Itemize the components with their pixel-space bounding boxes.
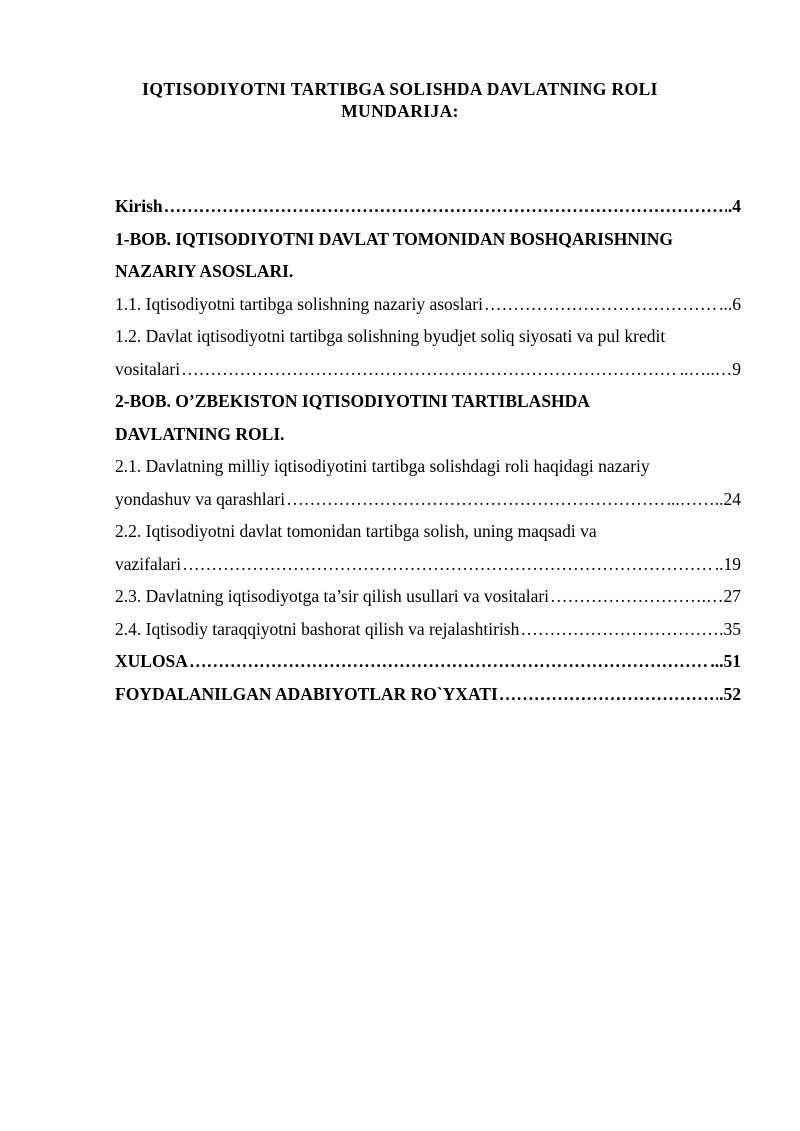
toc-page-number: .…27 bbox=[701, 586, 741, 606]
toc-entry-1-1[interactable] bbox=[115, 292, 741, 316]
dot-leader bbox=[286, 487, 666, 511]
toc-entry-label: 2.4. Iqtisodiy taraqqiyotni bashorat qilish va rejalashtirish bbox=[115, 619, 520, 639]
toc-chapter-1-subtitle[interactable]: NAZARIY ASOSLARI. bbox=[115, 261, 294, 281]
dot-leader bbox=[189, 649, 709, 673]
toc-entry-references[interactable] bbox=[115, 682, 741, 706]
toc-entry-label: XULOSA bbox=[115, 651, 188, 671]
toc-entry-2-3[interactable] bbox=[115, 584, 741, 608]
dot-leader bbox=[520, 617, 718, 641]
dot-leader bbox=[550, 584, 701, 608]
toc-entry-1-2[interactable] bbox=[115, 357, 741, 381]
toc-entry-label: yondashuv va qarashlari bbox=[115, 489, 286, 509]
dot-leader bbox=[164, 194, 727, 218]
toc-entry-xulosa[interactable] bbox=[115, 649, 741, 673]
toc-entry-label: FOYDALANILGAN ADABIYOTLAR RO`YXATI bbox=[115, 684, 498, 704]
toc-entry-kirish[interactable] bbox=[115, 194, 741, 218]
toc-page-number: .4 bbox=[727, 196, 741, 216]
toc-entry-label: Kirish bbox=[115, 196, 163, 216]
dot-leader bbox=[484, 292, 718, 316]
dot-leader bbox=[182, 552, 714, 576]
toc-chapter-2-title[interactable]: 2-BOB. O’ZBEKISTON IQTISODIYOTINI TARTIBLASHDA bbox=[115, 391, 590, 411]
toc-entry-label: vazifalari bbox=[115, 554, 182, 574]
toc-page-number: ...51 bbox=[710, 651, 741, 671]
dot-leader bbox=[181, 357, 679, 381]
toc-page-number: ..…..…9 bbox=[679, 359, 741, 379]
toc-page-number: ...……..24 bbox=[666, 489, 741, 509]
toc-page-number: ..19 bbox=[714, 554, 741, 574]
toc-chapter-2-subtitle[interactable]: DAVLATNING ROLI. bbox=[115, 424, 285, 444]
toc-entry-2-2[interactable] bbox=[115, 552, 741, 576]
toc-entry-2-1-line1[interactable]: 2.1. Davlatning milliy iqtisodiyotini tartibga solishdagi roli haqidagi nazariy bbox=[115, 456, 650, 476]
toc-page-number: ...6 bbox=[719, 294, 741, 314]
document-title: IQTISODIYOTNI TARTIBGA SOLISHDA DAVLATNING ROLI bbox=[142, 79, 658, 99]
toc-chapter-1-title[interactable]: 1-BOB. IQTISODIYOTNI DAVLAT TOMONIDAN BOSHQARISHNING bbox=[115, 229, 674, 249]
toc-page-number: .52 bbox=[719, 684, 741, 704]
toc-entry-2-2-line1[interactable]: 2.2. Iqtisodiyotni davlat tomonidan tartibga solish, uning maqsadi va bbox=[115, 521, 597, 541]
toc-page-number: .35 bbox=[719, 619, 741, 639]
toc-entry-1-2-line1[interactable]: 1.2. Davlat iqtisodiyotni tartibga solishning byudjet soliq siyosati va pul kredit bbox=[115, 326, 666, 346]
toc-entry-label: 1.1. Iqtisodiyotni tartibga solishning nazariy asoslari bbox=[115, 294, 483, 314]
dot-leader bbox=[499, 682, 718, 706]
toc-entry-label: vositalari bbox=[115, 359, 181, 379]
toc-entry-2-1[interactable] bbox=[115, 487, 741, 511]
toc-entry-2-4[interactable] bbox=[115, 617, 741, 641]
toc-entry-label: 2.3. Davlatning iqtisodiyotga ta’sir qilish usullari va vositalari bbox=[115, 586, 550, 606]
contents-heading: MUNDARIJA: bbox=[341, 101, 459, 121]
